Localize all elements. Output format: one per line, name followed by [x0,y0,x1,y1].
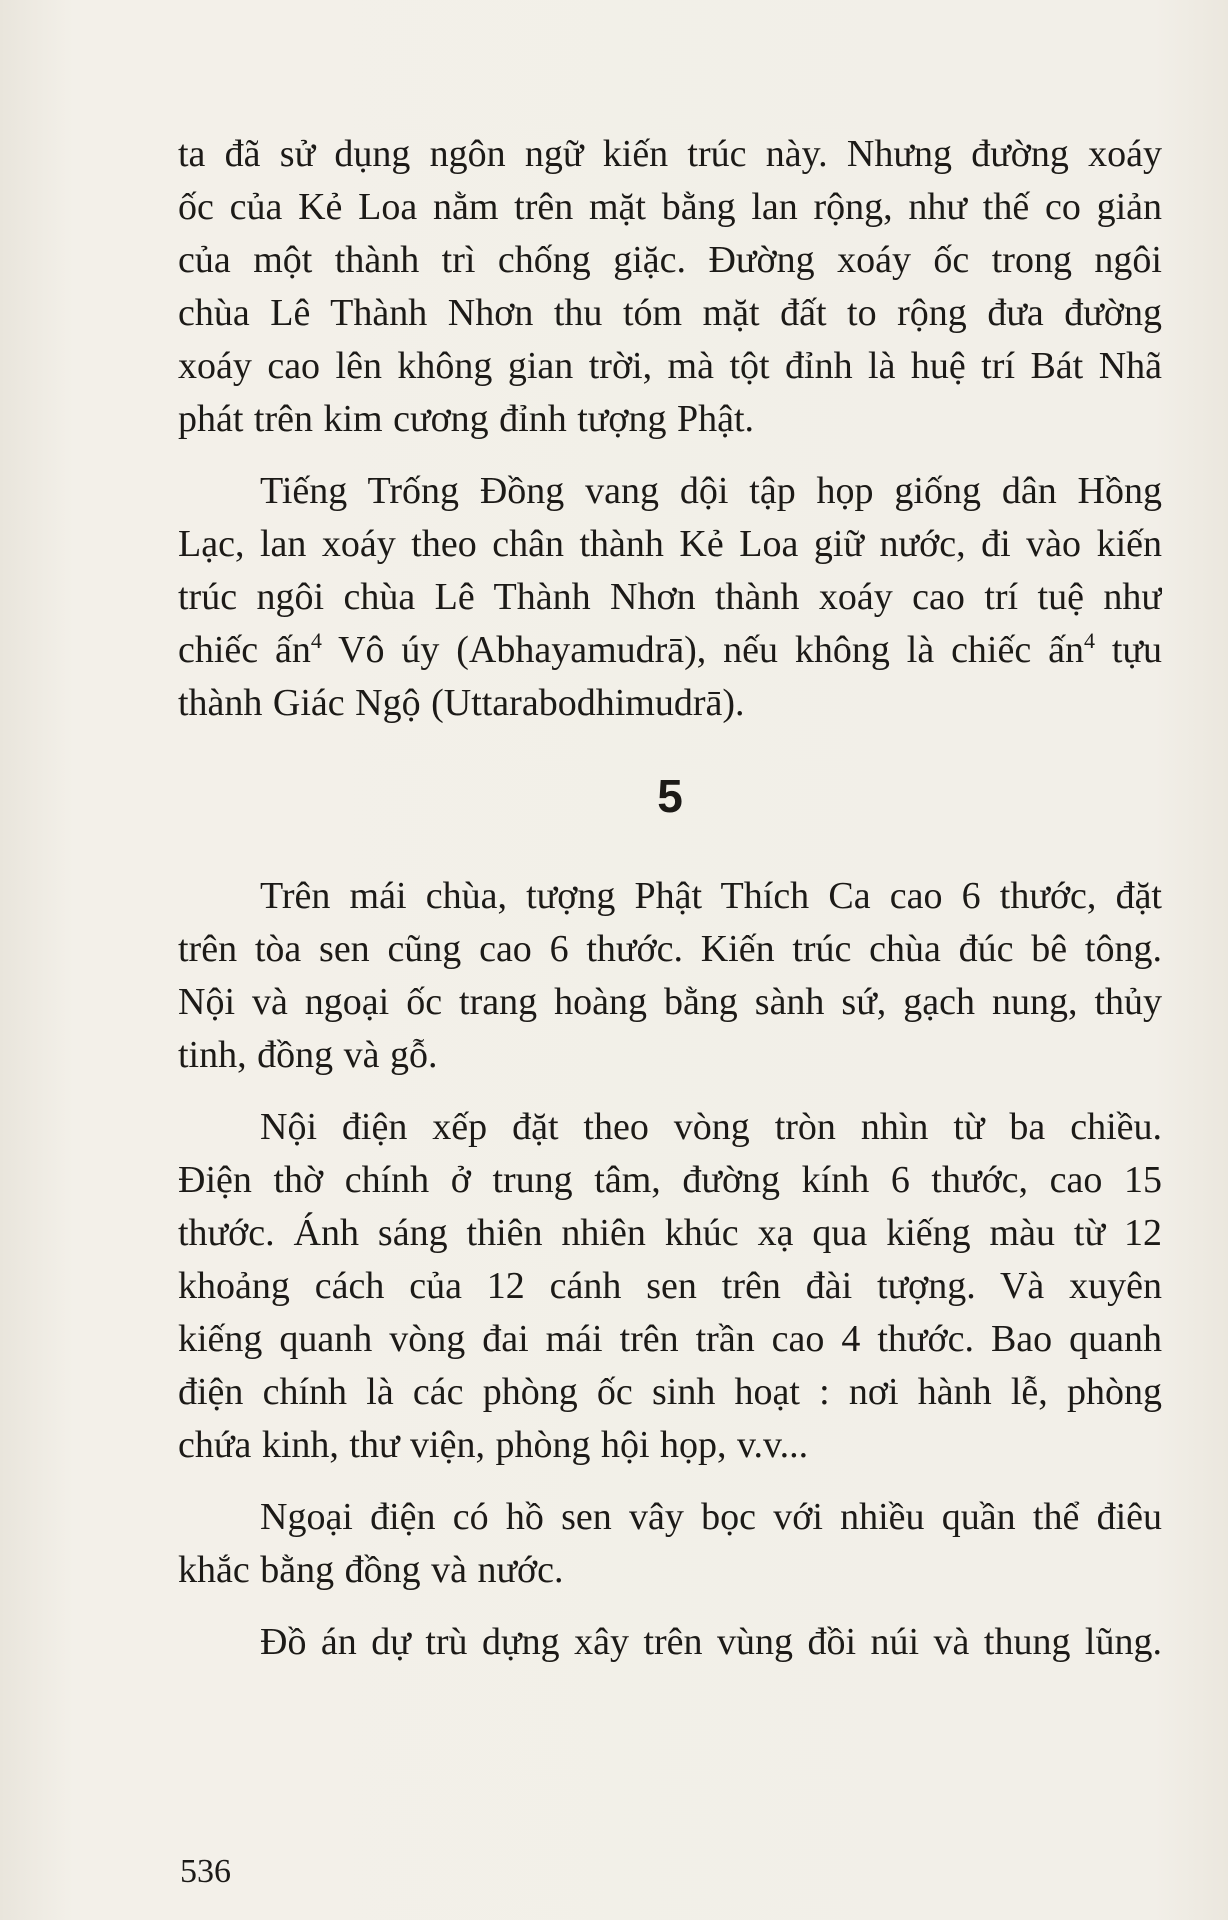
page-body [178,128,1162,1669]
text-line: trên tòa sen cũng cao 6 thước. Kiến trúc chùa đúc bê tông. [178,928,1162,970]
page-number: 536 [180,1853,231,1890]
text-line: Lạc, lan xoáy theo chân thành Kẻ Loa giữ nước, đi vào kiến [178,523,1162,565]
footnote-marker: 4 [310,628,322,653]
text-line: chùa Lê Thành Nhơn thu tóm mặt đất to rộng đưa đường [178,292,1162,334]
text-line: điện chính là các phòng ốc sinh hoạt : nơi hành lễ, phòng [178,1371,1162,1413]
text-line: Đồ án dự trù dựng xây trên vùng đồi núi và thung lũng. [260,1621,1162,1663]
section-number: 5 [657,770,683,822]
text-line: Điện thờ chính ở trung tâm, đường kính 6 thước, cao 15 [178,1159,1162,1201]
text-line: Nội điện xếp đặt theo vòng tròn nhìn từ ba chiều. [260,1106,1162,1148]
text-line: của một thành trì chống giặc. Đường xoáy ốc trong ngôi [178,239,1162,281]
paragraph-4 [178,1101,1162,1472]
paragraph-6 [178,1616,1162,1669]
paragraph-1 [178,128,1162,446]
text-line: trúc ngôi chùa Lê Thành Nhơn thành xoáy cao trí tuệ như [178,576,1162,618]
text-line: thước. Ánh sáng thiên nhiên khúc xạ qua kiếng màu từ 12 [178,1212,1162,1254]
text-line: Trên mái chùa, tượng Phật Thích Ca cao 6 thước, đặt [260,875,1162,917]
text-line: Ngoại điện có hồ sen vây bọc với nhiều quần thể điêu [260,1496,1162,1538]
paragraph-3 [178,870,1162,1082]
text-line: ta đã sử dụng ngôn ngữ kiến trúc này. Nhưng đường xoáy [178,133,1162,175]
text-line: tinh, đồng và gỗ. [178,1034,438,1076]
text-fragment: Vô úy (Abhayamudrā), nếu không là chiếc ấn [321,629,1084,671]
text-line: ốc của Kẻ Loa nằm trên mặt bằng lan rộng, như thế co giản [178,186,1162,228]
text-fragment: chiếc ấn [178,629,311,671]
text-line: khoảng cách của 12 cánh sen trên đài tượng. Và xuyên [178,1265,1162,1307]
text-line: thành Giác Ngộ (Uttarabodhimudrā). [178,682,745,724]
text-line: kiếng quanh vòng đai mái trên trần cao 4 thước. Bao quanh [178,1318,1162,1360]
footnote-marker: 4 [1083,628,1095,653]
text-fragment: tựu [1094,629,1162,671]
text-line: khắc bằng đồng và nước. [178,1549,564,1591]
paragraph-2 [178,465,1162,730]
text-line-with-footnotes [178,624,1162,677]
text-line: phát trên kim cương đỉnh tượng Phật. [178,398,755,440]
text-line: Nội và ngoại ốc trang hoàng bằng sành sứ, gạch nung, thủy [178,981,1162,1023]
paragraph-5 [178,1491,1162,1597]
text-line: chứa kinh, thư viện, phòng hội họp, v.v... [178,1424,809,1466]
text-line: Tiếng Trống Đồng vang dội tập họp giống dân Hồng [260,470,1162,512]
text-line: xoáy cao lên không gian trời, mà tột đỉnh là huệ trí Bát Nhã [178,345,1162,387]
